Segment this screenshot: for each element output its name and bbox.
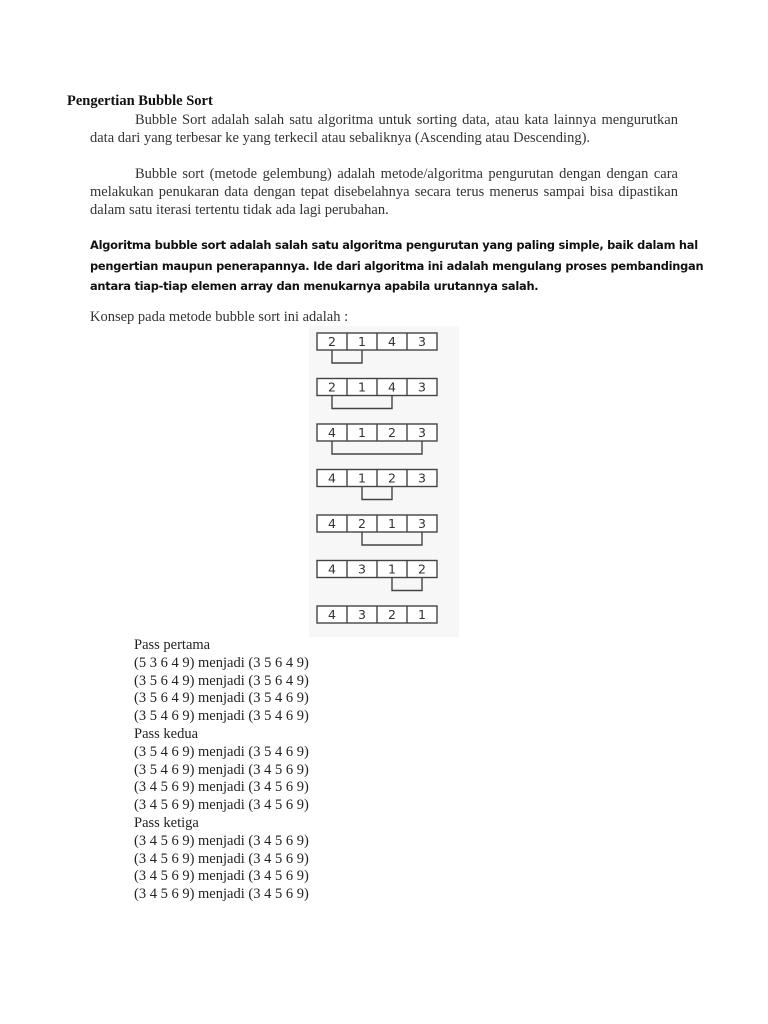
comparison-bracket <box>392 578 422 591</box>
array-cell-value: 1 <box>358 425 366 441</box>
pass-step: (5 3 6 4 9) menjadi (3 5 6 4 9) <box>134 654 309 671</box>
pass-label: Pass kedua <box>134 725 199 742</box>
array-cell-value: 1 <box>358 470 366 486</box>
array-cell-value: 2 <box>418 561 426 577</box>
comparison-bracket <box>362 487 392 500</box>
comparison-bracket <box>362 532 422 545</box>
array-cell-value: 1 <box>358 379 366 395</box>
array-cell-value: 2 <box>388 470 396 486</box>
array-cell-value: 3 <box>418 425 426 441</box>
array-cell-value: 4 <box>328 607 336 623</box>
array-cell-value: 2 <box>388 607 396 623</box>
array-cell-value: 3 <box>358 607 366 623</box>
array-cell-value: 2 <box>388 425 396 441</box>
pass-step: (3 4 5 6 9) menjadi (3 4 5 6 9) <box>134 850 309 867</box>
comparison-bracket <box>332 441 422 454</box>
pass-step: (3 5 6 4 9) menjadi (3 5 6 4 9) <box>134 672 309 689</box>
paragraph-method: Bubble sort (metode gelembung) adalah metode/algoritma pengurutan dengan dengan cara melakukan penukaran data dengan tepat disebelahnya secara terus menerus sampai bisa dipastikan dalam satu iterasi tertentu tidak ada lagi perubahan. <box>90 166 678 218</box>
highlight-line: antara tiap-tiap elemen array dan menukarnya apabila urutannya salah. <box>90 279 539 293</box>
pass-label: Pass ketiga <box>134 814 199 831</box>
konsep-label: Konsep pada metode bubble sort ini adalah : <box>90 309 349 325</box>
highlight-line: pengertian maupun penerapannya. Ide dari algoritma ini adalah mengulang proses pembandingan <box>90 258 704 273</box>
pass-step: (3 5 4 6 9) menjadi (3 4 5 6 9) <box>134 761 309 778</box>
diagram-svg <box>309 326 459 637</box>
array-cell-value: 4 <box>328 561 336 577</box>
array-cell-value: 3 <box>418 470 426 486</box>
array-cell-value: 1 <box>418 607 426 623</box>
pass-step: (3 4 5 6 9) menjadi (3 4 5 6 9) <box>134 868 309 885</box>
array-cell-value: 4 <box>388 379 396 395</box>
pass-step: (3 4 5 6 9) menjadi (3 4 5 6 9) <box>134 832 309 849</box>
pass-step: (3 4 5 6 9) menjadi (3 4 5 6 9) <box>134 779 309 796</box>
array-cell-value: 3 <box>418 516 426 532</box>
paragraph-definition: Bubble Sort adalah salah satu algoritma untuk sorting data, atau kata lainnya mengurutkan data dari yang terbesar ke yang terkecil atau sebaliknya (Ascending atau Descending). <box>90 112 678 146</box>
array-cell-value: 3 <box>358 561 366 577</box>
passes-list <box>134 637 309 904</box>
pass-step: (3 4 5 6 9) menjadi (3 4 5 6 9) <box>134 886 309 903</box>
array-cell-value: 2 <box>328 379 336 395</box>
array-cell-value: 3 <box>418 379 426 395</box>
array-cell-value: 4 <box>328 425 336 441</box>
pass-step: (3 5 4 6 9) menjadi (3 5 4 6 9) <box>134 708 309 725</box>
array-cell-value: 1 <box>388 561 396 577</box>
array-cell-value: 3 <box>418 334 426 350</box>
bubble-sort-diagram <box>309 326 459 637</box>
array-cell-value: 1 <box>358 334 366 350</box>
pass-step: (3 4 5 6 9) menjadi (3 4 5 6 9) <box>134 797 309 814</box>
array-cell-value: 4 <box>328 516 336 532</box>
array-cell-value: 1 <box>388 516 396 532</box>
pass-step: (3 5 6 4 9) menjadi (3 5 4 6 9) <box>134 690 309 707</box>
highlight-line: Algoritma bubble sort adalah salah satu algoritma pengurutan yang paling simple, baik dalam hal <box>90 238 698 252</box>
pass-label: Pass pertama <box>134 637 211 653</box>
comparison-bracket <box>332 350 362 363</box>
comparison-bracket <box>332 396 392 409</box>
highlight-block <box>90 235 704 297</box>
array-cell-value: 2 <box>328 334 336 350</box>
page-title: Pengertian Bubble Sort <box>67 93 213 109</box>
array-cell-value: 4 <box>388 334 396 350</box>
array-cell-value: 4 <box>328 470 336 486</box>
pass-step: (3 5 4 6 9) menjadi (3 5 4 6 9) <box>134 743 309 760</box>
array-cell-value: 2 <box>358 516 366 532</box>
